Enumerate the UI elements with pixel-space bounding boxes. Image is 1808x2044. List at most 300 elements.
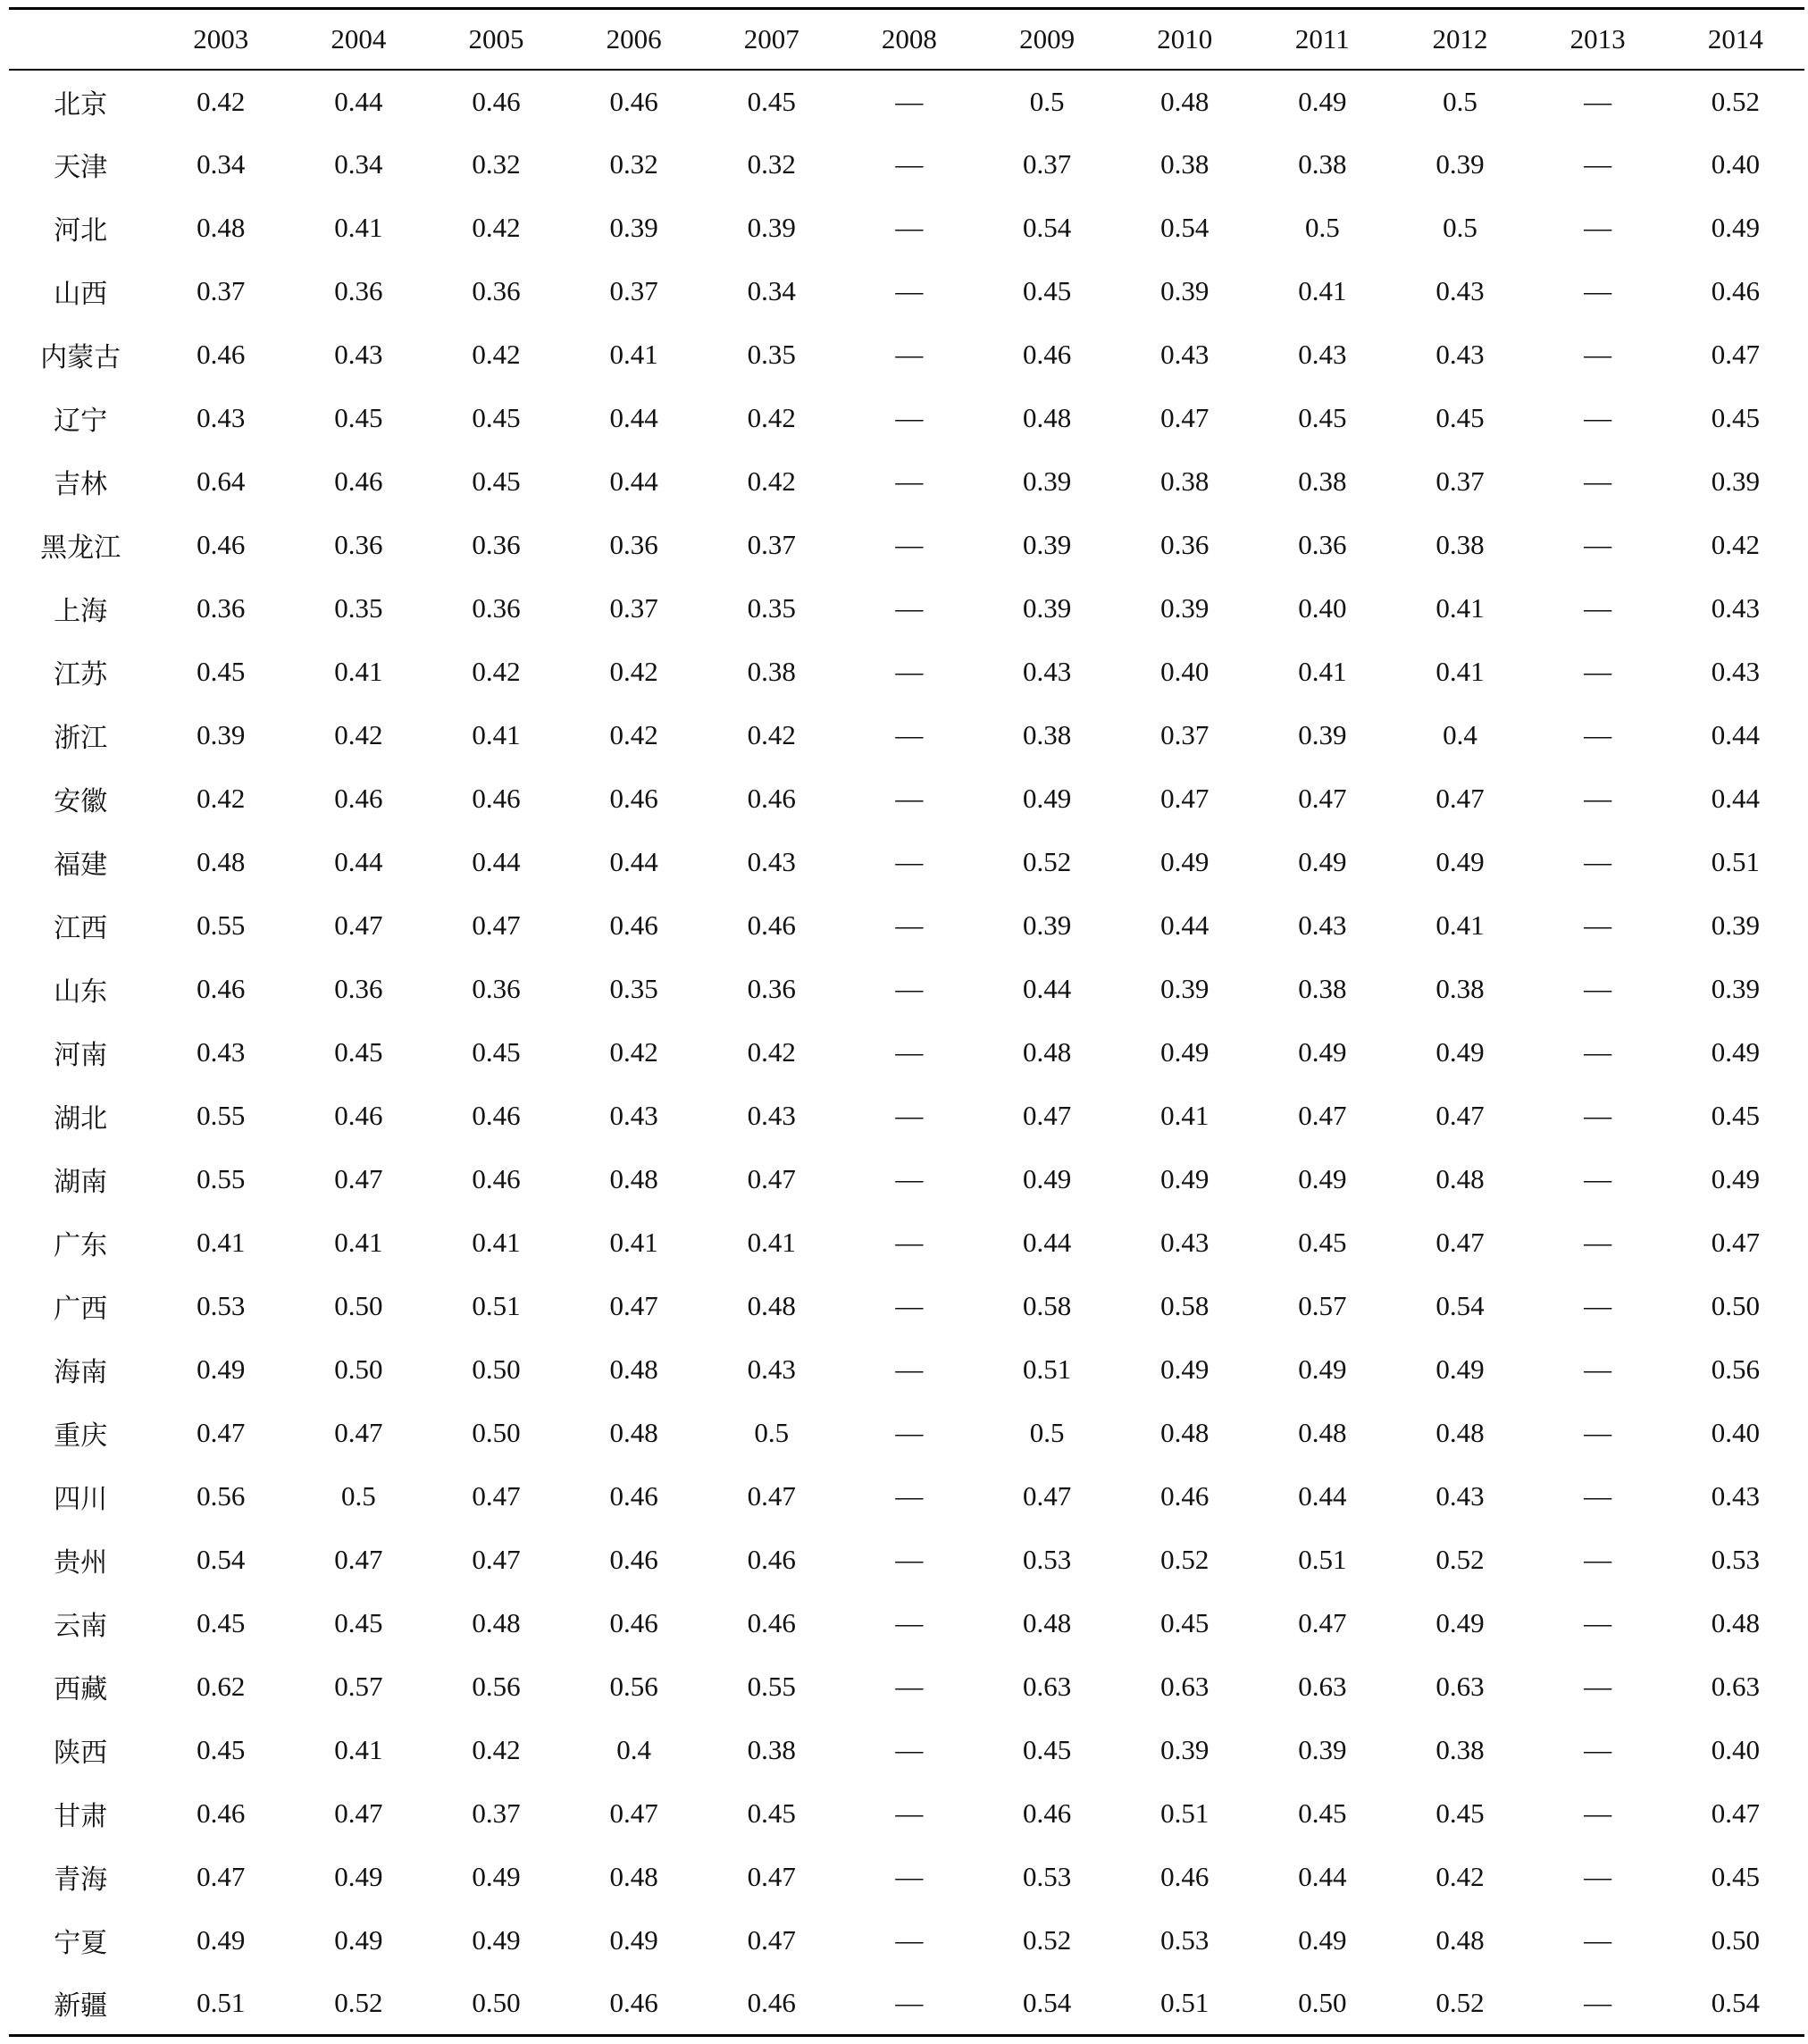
value-cell: 0.46 [609, 1480, 658, 1512]
value-cell: 0.4 [1443, 719, 1477, 750]
value-cell: 0.62 [197, 1671, 246, 1702]
value-cell: — [1584, 339, 1612, 370]
table-row [9, 1529, 1804, 1592]
column-header-2014: 2014 [1667, 9, 1804, 70]
region-cell: 四川 [54, 1484, 108, 1515]
value-cell: 0.43 [334, 339, 383, 370]
value-cell: 0.32 [747, 148, 796, 180]
value-cell: 0.57 [334, 1671, 383, 1702]
value-cell: 0.47 [1436, 783, 1485, 814]
value-cell: — [895, 1227, 924, 1258]
data-table-container [9, 7, 1804, 2037]
region-cell: 江苏 [54, 659, 108, 691]
value-cell: 0.46 [334, 1100, 383, 1131]
column-header-2012: 2012 [1391, 9, 1528, 70]
value-cell: 0.46 [1022, 1797, 1072, 1829]
value-cell: 0.41 [334, 1227, 383, 1258]
value-cell: 0.47 [1022, 1480, 1072, 1512]
table-row [9, 1655, 1804, 1719]
value-cell: 0.46 [747, 783, 796, 814]
value-cell: 0.45 [1436, 402, 1485, 433]
value-cell: 0.41 [1436, 909, 1485, 941]
value-cell: 0.47 [197, 1861, 246, 1892]
table-row [9, 387, 1804, 450]
value-cell: 0.46 [609, 1544, 658, 1575]
value-cell: 0.48 [197, 212, 246, 243]
value-cell: — [895, 1163, 924, 1194]
table-row [9, 1148, 1804, 1211]
value-cell: 0.47 [197, 1417, 246, 1448]
value-cell: 0.46 [197, 973, 246, 1004]
value-cell: 0.42 [472, 212, 521, 243]
value-cell: 0.54 [1667, 1973, 1804, 2036]
value-cell: 0.47 [472, 909, 521, 941]
value-cell: 0.50 [1711, 1924, 1760, 1956]
value-cell: 0.39 [1022, 529, 1072, 560]
value-cell: 0.47 [334, 1417, 383, 1448]
value-cell: 0.39 [1711, 465, 1760, 497]
value-cell: 0.47 [1711, 1227, 1760, 1258]
value-cell: 0.50 [1253, 1973, 1391, 2036]
table-row [9, 577, 1804, 641]
region-cell: 山东 [54, 976, 108, 1008]
value-cell: 0.49 [472, 1861, 521, 1892]
value-cell: 0.40 [1711, 148, 1760, 180]
value-cell: — [895, 1417, 924, 1448]
value-cell: 0.45 [197, 1607, 246, 1638]
value-cell: 0.49 [1298, 846, 1347, 877]
value-cell: 0.40 [1711, 1734, 1760, 1765]
table-row [9, 1021, 1804, 1085]
value-cell: 0.64 [197, 465, 246, 497]
value-cell: 0.43 [1298, 339, 1347, 370]
value-cell: — [1584, 973, 1612, 1004]
value-cell: 0.47 [1298, 1607, 1347, 1638]
value-cell: 0.38 [1298, 148, 1347, 180]
region-cell: 青海 [54, 1864, 108, 1896]
value-cell: 0.36 [1298, 529, 1347, 560]
value-cell: 0.40 [1160, 656, 1210, 687]
value-cell: 0.4 [616, 1734, 652, 1765]
column-header-2009: 2009 [978, 9, 1116, 70]
value-cell: — [1584, 1671, 1612, 1702]
value-cell: 0.36 [472, 592, 521, 624]
value-cell: 0.32 [609, 148, 658, 180]
value-cell: 0.48 [472, 1607, 521, 1638]
value-cell: 0.47 [747, 1480, 796, 1512]
value-cell: — [895, 1290, 924, 1321]
region-cell: 北京 [54, 88, 108, 121]
value-cell: — [1584, 1227, 1612, 1258]
region-cell: 吉林 [54, 469, 108, 500]
value-cell: 0.35 [747, 592, 796, 624]
value-cell: 0.56 [609, 1671, 658, 1702]
value-cell: 0.47 [1022, 1100, 1072, 1131]
value-cell: 0.36 [609, 529, 658, 560]
value-cell: 0.46 [609, 1607, 658, 1638]
table-row [9, 197, 1804, 260]
value-cell: 0.43 [747, 846, 796, 877]
column-header-2013: 2013 [1529, 9, 1667, 70]
region-cell: 湖北 [54, 1103, 108, 1135]
value-cell: 0.39 [1711, 973, 1760, 1004]
value-cell: — [1584, 1353, 1612, 1385]
value-cell: — [1584, 1036, 1612, 1068]
value-cell: 0.51 [1116, 1973, 1253, 2036]
region-cell: 浙江 [54, 723, 108, 754]
table-row [9, 450, 1804, 514]
value-cell: 0.46 [747, 1607, 796, 1638]
value-cell: 0.46 [609, 783, 658, 814]
value-cell: 0.48 [609, 1163, 658, 1194]
region-cell: 新疆 [9, 1973, 152, 2036]
value-cell: — [1584, 1480, 1612, 1512]
value-cell: 0.49 [1298, 1163, 1347, 1194]
table-row [9, 831, 1804, 894]
region-cell: 海南 [54, 1357, 108, 1388]
column-header-2005: 2005 [427, 9, 565, 70]
value-cell: 0.50 [334, 1353, 383, 1385]
value-cell: 0.46 [703, 1973, 841, 2036]
value-cell: 0.49 [197, 1924, 246, 1956]
value-cell: — [895, 402, 924, 433]
value-cell: 0.45 [197, 656, 246, 687]
value-cell: 0.48 [1022, 1036, 1072, 1068]
column-header-2008: 2008 [841, 9, 978, 70]
region-cell: 广东 [54, 1230, 108, 1261]
value-cell: 0.43 [1711, 656, 1760, 687]
value-cell: 0.47 [747, 1861, 796, 1892]
value-cell: 0.46 [334, 783, 383, 814]
value-cell: 0.46 [1022, 339, 1072, 370]
value-cell: 0.49 [1298, 1036, 1347, 1068]
value-cell: — [1584, 719, 1612, 750]
value-cell: — [1584, 148, 1612, 180]
value-cell: 0.49 [1436, 1607, 1485, 1638]
value-cell: 0.49 [1298, 1353, 1347, 1385]
value-cell: — [895, 1734, 924, 1765]
region-cell: 山西 [54, 279, 108, 310]
value-cell: — [1584, 1163, 1612, 1194]
value-cell: 0.52 [1391, 1973, 1528, 2036]
value-cell: 0.45 [1298, 1227, 1347, 1258]
value-cell: — [895, 656, 924, 687]
value-cell: 0.47 [1711, 339, 1760, 370]
value-cell: 0.39 [747, 212, 796, 243]
value-cell: 0.51 [1022, 1353, 1072, 1385]
value-cell: 0.49 [1160, 846, 1210, 877]
value-cell: — [895, 1797, 924, 1829]
value-cell: 0.43 [1022, 656, 1072, 687]
value-cell: 0.43 [1160, 339, 1210, 370]
value-cell: 0.44 [609, 846, 658, 877]
value-cell: — [895, 529, 924, 560]
value-cell: 0.47 [334, 1797, 383, 1829]
value-cell: 0.34 [197, 148, 246, 180]
value-cell: 0.48 [197, 846, 246, 877]
region-cell: 湖南 [54, 1167, 108, 1198]
value-cell: 0.42 [609, 1036, 658, 1068]
value-cell: 0.36 [334, 275, 383, 306]
value-cell: 0.49 [1436, 846, 1485, 877]
value-cell: — [1584, 1607, 1612, 1638]
value-cell: 0.49 [1160, 1036, 1210, 1068]
value-cell: — [895, 592, 924, 624]
region-cell: 黑龙江 [40, 532, 121, 564]
value-cell: 0.52 [1022, 846, 1072, 877]
value-cell: 0.53 [1022, 1544, 1072, 1575]
value-cell: 0.44 [1711, 783, 1760, 814]
value-cell: 0.49 [472, 1924, 521, 1956]
value-cell: — [895, 1353, 924, 1385]
value-cell: 0.42 [472, 339, 521, 370]
value-cell: 0.38 [1436, 529, 1485, 560]
value-cell: 0.48 [747, 1290, 796, 1321]
value-cell: — [895, 1544, 924, 1575]
value-cell: — [895, 85, 924, 117]
value-cell: 0.55 [197, 1163, 246, 1194]
value-cell: 0.47 [609, 1797, 658, 1829]
region-cell: 上海 [54, 596, 108, 627]
value-cell: 0.49 [1711, 1163, 1760, 1194]
value-cell: 0.54 [1436, 1290, 1485, 1321]
value-cell: 0.52 [1022, 1924, 1072, 1956]
value-cell: 0.46 [1160, 1480, 1210, 1512]
value-cell: — [895, 846, 924, 877]
region-cell: 甘肃 [54, 1801, 108, 1832]
table-row [9, 1592, 1804, 1655]
value-cell: 0.48 [1436, 1417, 1485, 1448]
value-cell: 0.38 [1298, 465, 1347, 497]
value-cell: 0.37 [472, 1797, 521, 1829]
value-cell: 0.47 [609, 1290, 658, 1321]
value-cell: 0.45 [1298, 1797, 1347, 1829]
value-cell: 0.49 [1160, 1163, 1210, 1194]
column-header-2003: 2003 [152, 9, 289, 70]
value-cell: 0.46 [565, 1973, 703, 2036]
value-cell: 0.41 [1298, 275, 1347, 306]
value-cell: — [895, 909, 924, 941]
value-cell: 0.55 [747, 1671, 796, 1702]
value-cell: 0.40 [1298, 592, 1347, 624]
value-cell: — [1584, 402, 1612, 433]
value-cell: 0.43 [1160, 1227, 1210, 1258]
value-cell: 0.53 [1022, 1861, 1072, 1892]
value-cell: 0.50 [472, 1353, 521, 1385]
value-cell: — [895, 783, 924, 814]
header-corner [9, 9, 152, 70]
value-cell: 0.45 [472, 402, 521, 433]
value-cell: 0.44 [1160, 909, 1210, 941]
value-cell: — [1584, 846, 1612, 877]
value-cell: 0.63 [1298, 1671, 1347, 1702]
table-body [9, 70, 1804, 2036]
region-cell: 内蒙古 [40, 342, 121, 373]
value-cell: 0.45 [197, 1734, 246, 1765]
value-cell: — [895, 1861, 924, 1892]
value-cell: 0.44 [1711, 719, 1760, 750]
value-cell: 0.47 [1436, 1227, 1485, 1258]
value-cell: — [1584, 1100, 1612, 1131]
value-cell: 0.48 [609, 1861, 658, 1892]
value-cell: 0.49 [1711, 1036, 1760, 1068]
value-cell: 0.48 [1436, 1163, 1485, 1194]
value-cell: — [1584, 592, 1612, 624]
value-cell: — [895, 212, 924, 243]
value-cell: 0.49 [609, 1924, 658, 1956]
value-cell: 0.51 [152, 1973, 289, 2036]
value-cell: 0.43 [197, 1036, 246, 1068]
value-cell: 0.36 [472, 275, 521, 306]
value-cell: 0.39 [197, 719, 246, 750]
table-row [9, 767, 1804, 831]
value-cell: 0.48 [609, 1417, 658, 1448]
value-cell: — [1584, 275, 1612, 306]
value-cell: — [895, 148, 924, 180]
value-cell: 0.37 [609, 275, 658, 306]
value-cell: 0.46 [609, 85, 658, 117]
value-cell: 0.36 [334, 529, 383, 560]
table-row [9, 641, 1804, 704]
value-cell: 0.34 [747, 275, 796, 306]
value-cell: 0.41 [1160, 1100, 1210, 1131]
value-cell: 0.5 [1443, 85, 1477, 117]
value-cell: 0.41 [334, 656, 383, 687]
value-cell: 0.43 [1436, 1480, 1485, 1512]
value-cell: 0.56 [197, 1480, 246, 1512]
value-cell: 0.54 [197, 1544, 246, 1575]
value-cell: 0.55 [197, 909, 246, 941]
region-cell: 贵州 [54, 1547, 108, 1579]
value-cell: — [1584, 909, 1612, 941]
value-cell: 0.44 [334, 85, 383, 117]
value-cell: 0.39 [609, 212, 658, 243]
value-cell: 0.53 [197, 1290, 246, 1321]
value-cell: 0.50 [427, 1973, 565, 2036]
value-cell: 0.46 [197, 339, 246, 370]
value-cell: — [1584, 1861, 1612, 1892]
value-cell: 0.5 [754, 1417, 790, 1448]
value-cell: 0.49 [1022, 1163, 1072, 1194]
value-cell: 0.43 [1711, 1480, 1760, 1512]
value-cell: 0.36 [197, 592, 246, 624]
value-cell: 0.42 [197, 85, 246, 117]
value-cell: 0.38 [1160, 148, 1210, 180]
value-cell: 0.39 [1022, 909, 1072, 941]
value-cell: 0.46 [472, 1163, 521, 1194]
value-cell: 0.51 [1711, 846, 1760, 877]
region-cell: 西藏 [54, 1674, 108, 1705]
table-row [9, 1275, 1804, 1338]
table-row [9, 1973, 1804, 2036]
value-cell: — [1584, 1544, 1612, 1575]
value-cell: 0.42 [472, 656, 521, 687]
value-cell: 0.46 [472, 783, 521, 814]
value-cell: 0.45 [334, 1607, 383, 1638]
value-cell: 0.42 [609, 719, 658, 750]
value-cell: 0.5 [1443, 212, 1477, 243]
value-cell: 0.54 [978, 1973, 1116, 2036]
value-cell: — [895, 275, 924, 306]
value-cell: — [895, 719, 924, 750]
value-cell: 0.43 [747, 1353, 796, 1385]
value-cell: 0.41 [472, 1227, 521, 1258]
value-cell: 0.43 [1436, 339, 1485, 370]
value-cell: 0.37 [197, 275, 246, 306]
value-cell: 0.42 [609, 656, 658, 687]
value-cell: 0.44 [609, 402, 658, 433]
value-cell: 0.49 [334, 1924, 383, 1956]
value-cell: 0.47 [747, 1924, 796, 1956]
value-cell: 0.32 [472, 148, 521, 180]
table-header [9, 9, 1804, 70]
value-cell: 0.47 [1298, 783, 1347, 814]
value-cell: 0.44 [334, 846, 383, 877]
value-cell: 0.49 [1298, 1924, 1347, 1956]
value-cell: 0.63 [1160, 1671, 1210, 1702]
value-cell: 0.47 [472, 1544, 521, 1575]
value-cell: 0.42 [197, 783, 246, 814]
value-cell: 0.36 [472, 529, 521, 560]
value-cell: 0.5 [340, 1480, 376, 1512]
value-cell: 0.42 [747, 465, 796, 497]
region-cell: 河北 [54, 215, 108, 247]
value-cell: 0.42 [747, 402, 796, 433]
value-cell: 0.47 [334, 1544, 383, 1575]
table-row [9, 1338, 1804, 1402]
value-cell: 0.5 [1304, 212, 1340, 243]
value-cell: 0.57 [1298, 1290, 1347, 1321]
value-cell: 0.41 [197, 1227, 246, 1258]
value-cell: 0.44 [1298, 1480, 1347, 1512]
value-cell: 0.39 [1022, 592, 1072, 624]
value-cell: 0.47 [334, 1163, 383, 1194]
value-cell: 0.44 [1298, 1861, 1347, 1892]
value-cell: 0.42 [472, 1734, 521, 1765]
table-row [9, 1909, 1804, 1973]
value-cell: 0.41 [1436, 592, 1485, 624]
value-cell: 0.63 [1022, 1671, 1072, 1702]
value-cell: 0.47 [1298, 1100, 1347, 1131]
value-cell: 0.45 [1711, 1100, 1760, 1131]
value-cell: 0.44 [472, 846, 521, 877]
value-cell: 0.39 [1160, 1734, 1210, 1765]
table-row [9, 514, 1804, 577]
value-cell: 0.52 [1436, 1544, 1485, 1575]
column-header-2011: 2011 [1253, 9, 1391, 70]
value-cell: — [1584, 656, 1612, 687]
table-row [9, 70, 1804, 133]
table-row [9, 1465, 1804, 1529]
value-cell: 0.49 [1436, 1353, 1485, 1385]
value-cell: 0.42 [747, 1036, 796, 1068]
value-cell: 0.41 [1436, 656, 1485, 687]
table-row [9, 704, 1804, 767]
value-cell: 0.36 [472, 973, 521, 1004]
value-cell: 0.47 [472, 1480, 521, 1512]
value-cell: 0.49 [1436, 1036, 1485, 1068]
value-cell: 0.36 [334, 973, 383, 1004]
table-row [9, 133, 1804, 197]
value-cell: 0.43 [1436, 275, 1485, 306]
value-cell: 0.43 [1711, 592, 1760, 624]
value-cell: 0.42 [1711, 529, 1760, 560]
value-cell: 0.46 [1160, 1861, 1210, 1892]
value-cell: 0.47 [334, 909, 383, 941]
value-cell: 0.48 [1711, 1607, 1760, 1638]
value-cell: 0.46 [609, 909, 658, 941]
table-row [9, 1211, 1804, 1275]
